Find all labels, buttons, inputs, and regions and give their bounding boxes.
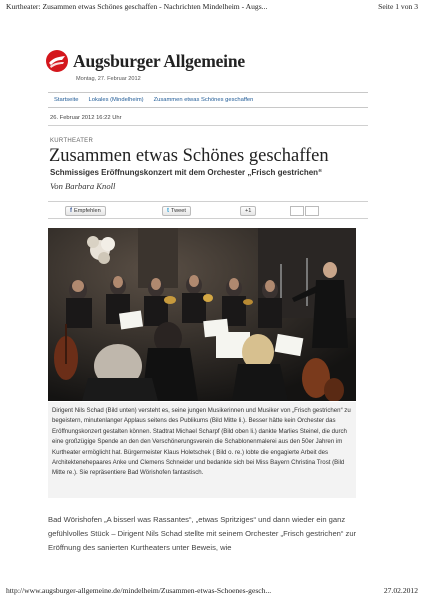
photo-caption: Dirigent Nils Schad (Bild unten) versteht es, seine jungen Musikerinnen und Musiker von „Frisch gestrichen“ zu begeistern, minutenlanger Applaus seitens des Publikums (Bild Mitte li.). Besser hätte kein Orchester das Eröffnungskonzert gestalten können. Stadtrat Michael Scharpf (Bild oben li.) dankte Marlies Steinel, die durch eine großzügige Spende an den den Verschönerungsverein die Schablonenmalerei aus den 50er Jahren im Kurtheater ermöglicht hat. Bürgermeister Klaus Holetschek ( Bild o. re.) lobte die engagierte Arbeit des Architektenehepaares Anke und Clemens Schneider und bedankte sich bei Miss Bayern Christina Trost (Bild Mitte re.). Sie repräsentiere Bad Wörishofen fantastisch. xyxy=(48,402,356,498)
facebook-recommend-button[interactable] xyxy=(65,206,106,216)
article-byline: Von Barbara Knoll xyxy=(50,181,116,191)
google-plus-label: +1 xyxy=(245,208,252,214)
google-plus-button[interactable] xyxy=(240,206,256,216)
divider xyxy=(48,125,368,126)
share-counter-box[interactable] xyxy=(305,206,319,216)
article-kicker: KURTHEATER xyxy=(50,138,94,144)
article-subheadline: Schmissiges Eröffnungskonzert mit dem Orchester „Frisch gestrichen“ xyxy=(50,168,323,177)
augsburger-allgemeine-logo-icon xyxy=(46,50,68,72)
print-footer xyxy=(6,586,418,596)
tweet-button[interactable] xyxy=(162,206,191,216)
orchestra-photo-illustration xyxy=(48,228,356,401)
tweet-label: Tweet xyxy=(171,208,186,214)
print-header-title: Kurtheater: Zusammen etwas Schönes geschaffen - Nachrichten Mindelheim - Augs... xyxy=(6,2,268,11)
breadcrumb-item-article[interactable]: Zusammen etwas Schönes geschaffen xyxy=(153,97,254,103)
print-header xyxy=(6,2,418,12)
breadcrumb xyxy=(48,92,368,108)
print-header-page: Seite 1 von 3 xyxy=(378,2,418,11)
article-timestamp: 26. Februar 2012 16:22 Uhr xyxy=(50,115,122,121)
masthead[interactable] xyxy=(46,50,245,72)
masthead-brand-name: Augsburger Allgemeine xyxy=(73,50,245,71)
article-photo[interactable] xyxy=(48,228,356,401)
print-footer-url[interactable]: http://www.augsburger-allgemeine.de/mindelheim/Zusammen-etwas-Schoenes-gesch... xyxy=(6,586,272,595)
masthead-date: Montag, 27. Februar 2012 xyxy=(76,76,141,82)
breadcrumb-item-home[interactable]: Startseite xyxy=(54,97,79,103)
share-bar xyxy=(48,201,368,219)
share-counter-box[interactable] xyxy=(290,206,304,216)
article-body-text: Bad Wörishofen „A bisserl was Rassantes“, „etwas Spritziges“ und dann wieder ein ganz gefühlvolles Stück – Dirigent Nils Schad stellte mit seinem Orchester „Frisch gestrichen“ zur Eröffnung des sanierten Kurtheaters unter Beweis, wie xyxy=(48,515,357,552)
facebook-recommend-label: Empfehlen xyxy=(74,208,101,214)
print-footer-date: 27.02.2012 xyxy=(383,586,418,595)
article-headline: Zusammen etwas Schönes geschaffen xyxy=(49,146,329,166)
facebook-icon: f xyxy=(70,208,72,214)
twitter-icon: t xyxy=(167,208,169,214)
breadcrumb-item-section[interactable]: Lokales (Mindelheim) xyxy=(88,97,144,103)
